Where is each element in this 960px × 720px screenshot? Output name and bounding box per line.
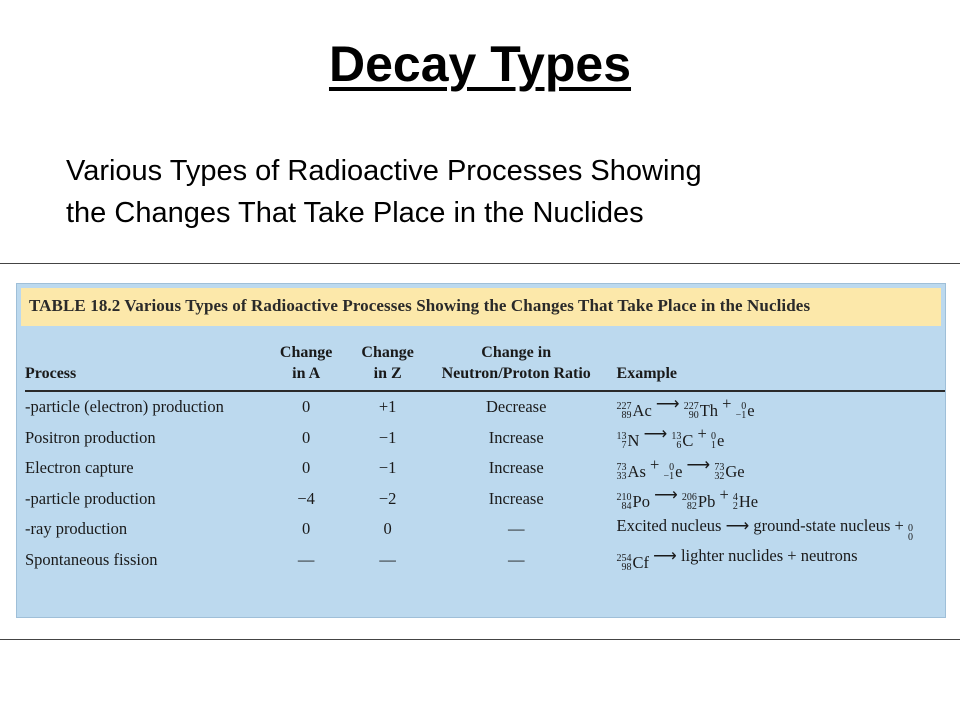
nuclide: 254 98 Cf — [616, 553, 650, 574]
nuclide: 0 0 — [907, 523, 913, 544]
cell-example: 73 33 As + 0 −1 e ⟶ 73 32 Ge — [616, 454, 745, 482]
table-caption: TABLE 18.2 Various Types of Radioactive Processes Showing the Changes That Take Place in the Nuclides — [29, 296, 811, 315]
subtitle-line-1: Various Types of Radioactive Processes Showing — [66, 155, 702, 187]
cell-change-a: 0 — [302, 519, 311, 539]
table-row — [25, 514, 945, 545]
nuclide: 210 84 Po — [616, 492, 650, 513]
reaction-arrow: ⟶ — [686, 454, 711, 474]
header-change-a: Change in A — [267, 342, 346, 391]
cell-change-z: −1 — [378, 458, 397, 478]
cell-process: -ray production — [25, 519, 128, 539]
header-change-z: Change in Z — [345, 342, 429, 391]
divider-top — [0, 263, 960, 264]
table-row — [25, 484, 945, 515]
decay-table — [25, 342, 945, 575]
nuclide: 0 −1 e — [735, 400, 755, 421]
nuclide: 73 33 As — [616, 461, 646, 482]
reaction-arrow: ⟶ — [643, 424, 668, 444]
nuclide: 0 −1 e — [663, 461, 683, 482]
nuclide: 206 82 Pb — [681, 492, 716, 513]
cell-example: 227 89 Ac ⟶ 227 90 Th + 0 −1 e — [616, 393, 755, 421]
nuclide: 0 1 e — [710, 431, 725, 452]
cell-change-z: — — [379, 549, 396, 569]
reaction-arrow: ⟶ — [654, 485, 678, 505]
cell-ratio: Increase — [488, 458, 544, 478]
cell-change-a: −4 — [297, 488, 315, 508]
nuclide: 73 32 Ge — [714, 461, 745, 482]
cell-example: Excited nucleus ⟶ ground-state nucleus + 0 0 — [616, 516, 913, 544]
cell-ratio: — — [507, 549, 525, 569]
cell-process: -particle (electron) production — [25, 397, 224, 417]
cell-change-a: 0 — [302, 427, 311, 447]
cell-process: Electron capture — [25, 458, 134, 478]
cell-change-a: 0 — [302, 397, 311, 417]
nuclide: 227 89 Ac — [616, 400, 652, 421]
reaction-arrow: ⟶ — [653, 546, 677, 566]
table-row — [25, 545, 945, 576]
divider-bottom — [0, 639, 960, 640]
cell-ratio: — — [507, 519, 525, 539]
cell-change-z: −1 — [378, 427, 397, 447]
reaction-arrow: ⟶ — [725, 516, 750, 536]
cell-ratio: Increase — [488, 488, 544, 508]
header-ratio: Change in Neutron/Proton Ratio — [430, 342, 603, 391]
cell-ratio: Decrease — [485, 397, 547, 417]
nuclide: 4 2 He — [732, 492, 759, 513]
cell-change-z: +1 — [378, 397, 397, 417]
cell-change-a: — — [297, 549, 315, 569]
cell-change-a: 0 — [302, 458, 311, 478]
slide-subtitle — [66, 150, 926, 234]
table-caption-bar — [21, 288, 941, 326]
cell-change-z: −2 — [378, 488, 397, 508]
header-example: Example — [603, 342, 945, 391]
cell-process: -particle production — [25, 488, 156, 508]
nuclide: 13 6 C — [671, 431, 694, 452]
table-row — [25, 391, 945, 423]
cell-ratio: Increase — [488, 427, 544, 447]
cell-example: 254 98 Cf ⟶ lighter nuclides + neutrons — [616, 546, 858, 574]
cell-process: Positron production — [25, 427, 156, 447]
reaction-arrow: ⟶ — [655, 393, 680, 413]
cell-process: Spontaneous fission — [25, 549, 158, 569]
nuclide: 13 7 N — [616, 431, 640, 452]
subtitle-line-2: the Changes That Take Place in the Nuclides — [66, 197, 644, 229]
header-process: Process — [25, 342, 267, 391]
table-image-panel — [16, 283, 946, 618]
nuclide: 227 90 Th — [683, 400, 719, 421]
table-row — [25, 423, 945, 454]
cell-example: 210 84 Po ⟶ 206 82 Pb + 4 2 He — [616, 485, 759, 513]
table-row — [25, 453, 945, 484]
slide-title: Decay Types — [328, 36, 632, 92]
table-header-row — [25, 342, 945, 391]
cell-change-z: 0 — [383, 519, 392, 539]
cell-example: 13 7 N ⟶ 13 6 C + 0 1 e — [616, 424, 725, 452]
